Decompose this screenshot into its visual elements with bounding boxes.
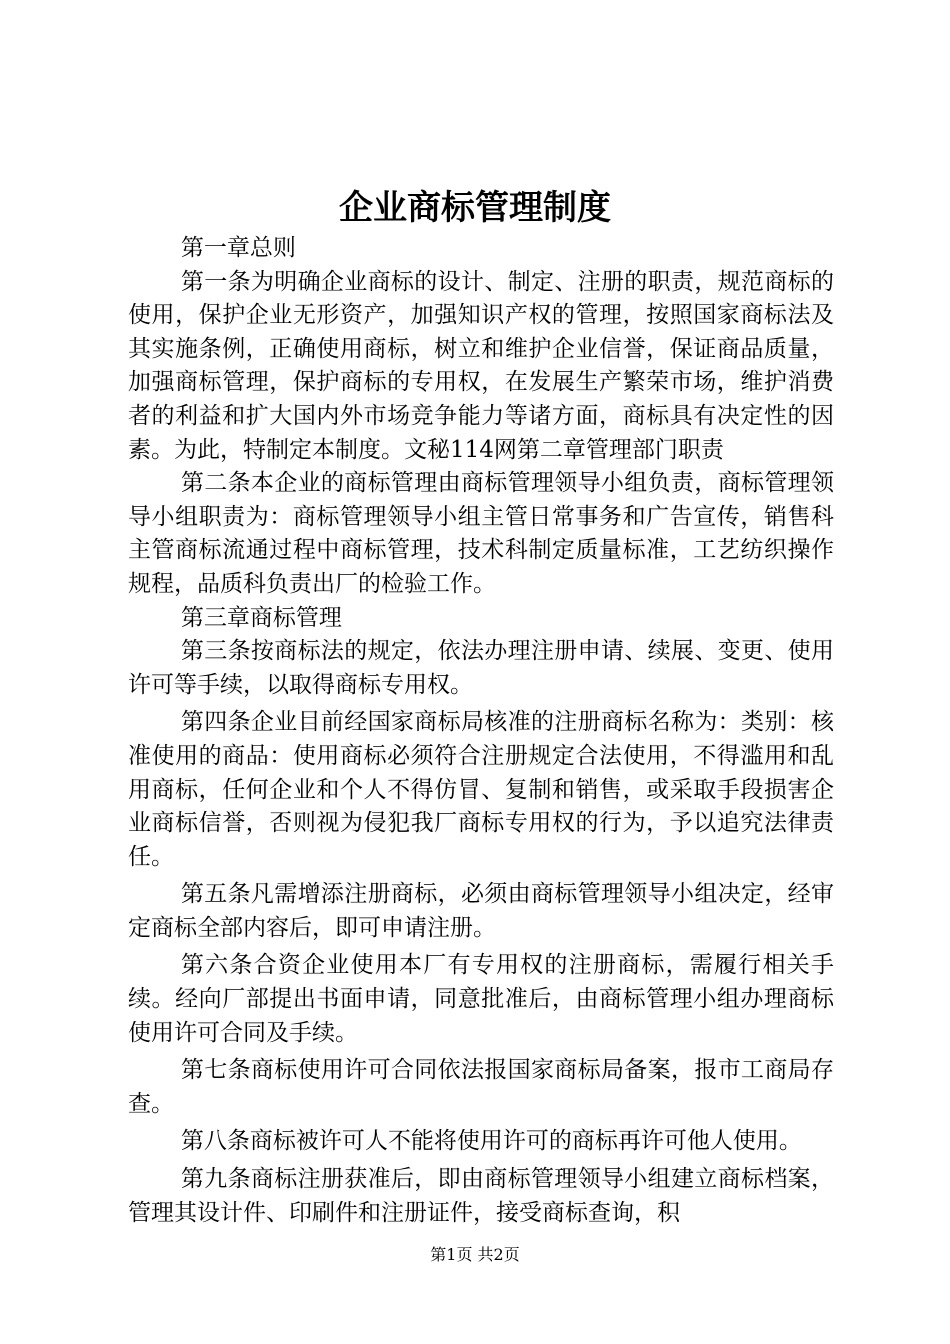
page-footer: 第1页 共2页 (430, 1245, 520, 1264)
article-paragraph: 第三条按商标法的规定，依法办理注册申请、续展、变更、使用许可等手续，以取得商标专用权。 (128, 638, 834, 698)
article-paragraph: 第二条本企业的商标管理由商标管理领导小组负责，商标管理领导小组职责为：商标管理领导小组主管日常事务和广告宣传，销售科主管商标流通过程中商标管理，技术科制定质量标准，工艺纺织操作规程，品质科负责出厂的检验工作。 (128, 470, 834, 597)
article-paragraph: 第八条商标被许可人不能将使用许可的商标再许可他人使用。 (180, 1128, 802, 1155)
document-body (128, 232, 834, 1230)
article-paragraph: 第一条为明确企业商标的设计、制定、注册的职责，规范商标的使用，保护企业无形资产，加强知识产权的管理，按照国家商标法及其实施条例，正确使用商标，树立和维护企业信誉，保证商品质量，加强商标管理，保护商标的专用权，在发展生产繁荣市场，维护消费者的利益和扩大国内外市场竞争能力等诸方面，商标具有决定性的因素。为此，特制定本制度。文秘114网第二章管理部门职责 (128, 268, 834, 463)
article-paragraph: 第九条商标注册获准后，即由商标管理领导小组建立商标档案，管理其设计件、印刷件和注册证件，接受商标查询，积 (128, 1166, 834, 1226)
chapter-heading: 第三章商标管理 (180, 604, 342, 631)
article-paragraph: 第五条凡需增添注册商标，必须由商标管理领导小组决定，经审定商标全部内容后，即可申请注册。 (128, 881, 834, 941)
chapter-heading: 第一章总则 (180, 235, 296, 261)
article-paragraph: 第六条合资企业使用本厂有专用权的注册商标，需履行相关手续。经向厂部提出书面申请，同意批准后，由商标管理小组办理商标使用许可合同及手续。 (128, 952, 834, 1046)
document-title: 企业商标管理制度 (339, 188, 611, 228)
article-paragraph: 第七条商标使用许可合同依法报国家商标局备案，报市工商局存查。 (128, 1057, 834, 1117)
article-paragraph: 第四条企业目前经国家商标局核准的注册商标名称为：类别：核准使用的商品：使用商标必须符合注册规定合法使用，不得滥用和乱用商标，任何企业和个人不得仿冒、复制和销售，或采取手段损害企业商标信誉，否则视为侵犯我厂商标专用权的行为，予以追究法律责任。 (128, 709, 834, 870)
